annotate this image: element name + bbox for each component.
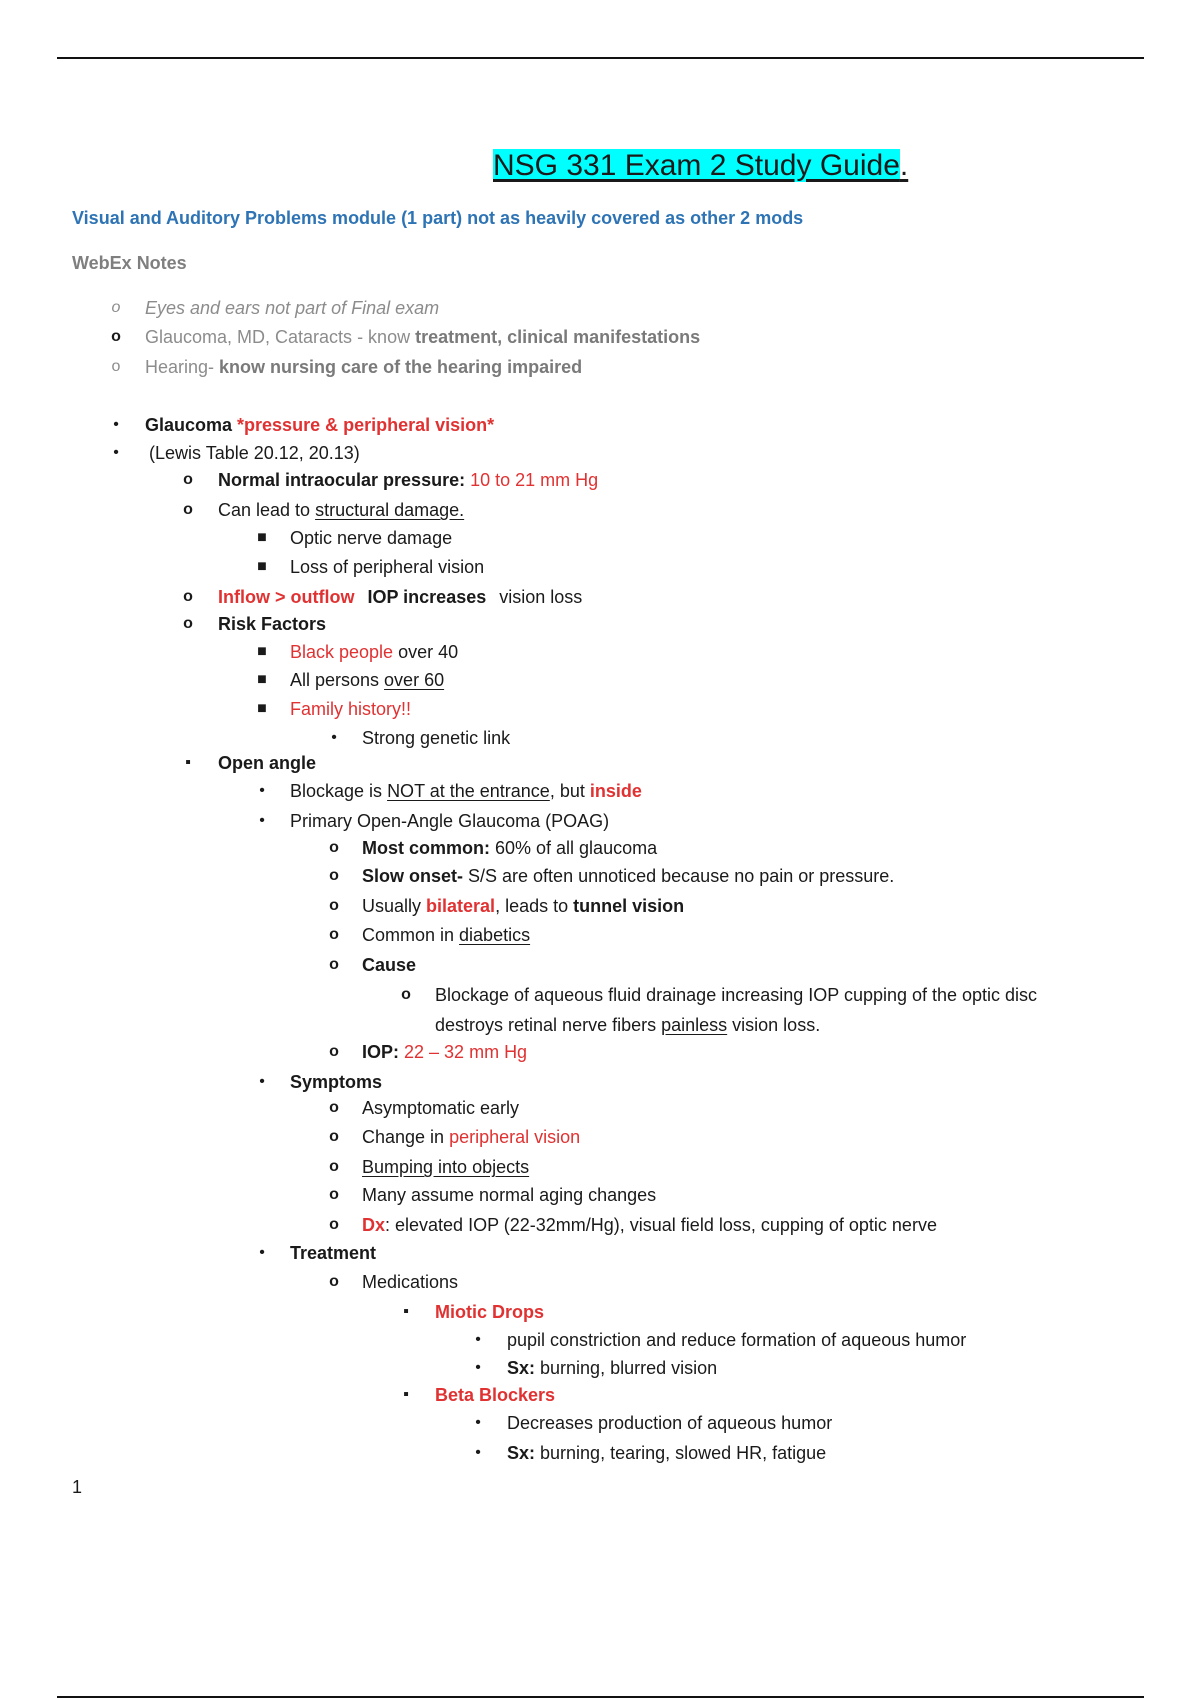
treatment-heading: Treatment [290,1243,377,1263]
circle-bullet-icon: o [183,501,193,518]
bullet-icon: • [259,812,265,829]
bullet-icon: • [475,1414,481,1431]
webex-note-text: Glaucoma, MD, Cataracts - know treatment, clinical manifestations [145,327,701,347]
poag: Primary Open-Angle Glaucoma (POAG) [290,811,610,831]
bullet-icon: • [113,416,119,433]
circle-bullet-icon: o [329,926,339,943]
common-diabetics: Common in diabetics [362,925,531,945]
webex-notes-label: WebEx Notes [72,253,187,273]
optic-damage: Optic nerve damage [290,528,453,548]
header-rule [57,57,1144,59]
cause-line-2: destroys retinal nerve fibers painless vision loss. [435,1015,821,1035]
bullet-icon: • [113,444,119,461]
circle-bullet-icon: o [329,1099,339,1116]
symptom-peripheral: Change in peripheral vision [362,1127,581,1147]
circle-bullet-icon: o [329,956,339,973]
symptoms-heading: Symptoms [290,1072,383,1092]
beta-sx: Sx: burning, tearing, slowed HR, fatigue [507,1443,827,1463]
inflow-outflow: Inflow > outflow IOP increases vision loss [218,587,583,607]
circle-bullet-icon: o [329,1128,339,1145]
risk-factors: Risk Factors [218,614,327,634]
circle-bullet-icon: o [329,1216,339,1233]
small-square-bullet-icon: ▪ [403,1386,409,1403]
miotic-sx: Sx: burning, blurred vision [507,1358,718,1378]
square-bullet-icon: ■ [257,558,267,575]
genetic-link: Strong genetic link [362,728,511,748]
usually-bilateral: Usually bilateral, leads to tunnel vision [362,896,685,916]
webex-note-text: Hearing- know nursing care of the hearing impaired [145,357,583,377]
circle-bullet-icon: o [329,897,339,914]
small-square-bullet-icon: ▪ [403,1303,409,1320]
miotic-desc: pupil constriction and reduce formation of aqueous humor [507,1330,967,1350]
symptom-dx: Dx: elevated IOP (22-32mm/Hg), visual field loss, cupping of optic nerve [362,1215,937,1235]
beta-blockers: Beta Blockers [435,1385,556,1405]
glaucoma-heading: Glaucoma *pressure & peripheral vision* [145,415,495,435]
cause-line-1: Blockage of aqueous fluid drainage increasing IOP cupping of the optic disc [435,985,1038,1005]
circle-bullet-icon: o [111,328,121,345]
small-square-bullet-icon: ▪ [185,754,191,771]
bullet-icon: • [259,782,265,799]
symptom-bumping: Bumping into objects [362,1157,530,1177]
most-common: Most common: 60% of all glaucoma [362,838,658,858]
page-title: NSG 331 Exam 2 Study Guide. [493,149,909,182]
webex-note-text: Eyes and ears not part of Final exam [145,298,440,318]
open-angle-iop: IOP: 22 – 32 mm Hg [362,1042,528,1062]
circle-bullet-icon: o [329,867,339,884]
normal-iop: Normal intraocular pressure: 10 to 21 mm Hg [218,470,599,490]
circle-bullet-icon: o [183,615,193,632]
bullet-icon: • [259,1244,265,1261]
square-bullet-icon: ■ [257,700,267,717]
circle-bullet-icon: o [329,839,339,856]
can-lead: Can lead to structural damage. [218,500,465,520]
module-heading: Visual and Auditory Problems module (1 part) not as heavily covered as other 2 mods [72,208,804,228]
circle-bullet-icon: o [329,1043,339,1060]
miotic-drops: Miotic Drops [435,1302,545,1322]
bullet-icon: • [475,1444,481,1461]
risk-black: Black people over 40 [290,642,459,662]
loss-peripheral: Loss of peripheral vision [290,557,485,577]
page-number: 1 [72,1477,83,1497]
circle-bullet-icon: o [111,299,121,316]
symptom-asymptomatic: Asymptomatic early [362,1098,520,1118]
risk-all: All persons over 60 [290,670,445,690]
bullet-icon: • [331,729,337,746]
symptom-aging: Many assume normal aging changes [362,1185,657,1205]
circle-bullet-icon: o [183,471,193,488]
square-bullet-icon: ■ [257,529,267,546]
circle-bullet-icon: o [329,1186,339,1203]
lewis-reference: (Lewis Table 20.12, 20.13) [149,443,360,463]
blockage-note: Blockage is NOT at the entrance, but inside [290,781,642,801]
footer-rule [57,1696,1144,1698]
open-angle-heading: Open angle [218,753,317,773]
square-bullet-icon: ■ [257,643,267,660]
bullet-icon: • [475,1331,481,1348]
circle-bullet-icon: o [111,358,121,375]
medications: Medications [362,1272,459,1292]
circle-bullet-icon: o [329,1273,339,1290]
risk-family: Family history!! [290,699,412,719]
circle-bullet-icon: o [329,1158,339,1175]
cause-heading: Cause [362,955,417,975]
circle-bullet-icon: o [401,986,411,1003]
circle-bullet-icon: o [183,588,193,605]
square-bullet-icon: ■ [257,671,267,688]
bullet-icon: • [475,1359,481,1376]
beta-desc: Decreases production of aqueous humor [507,1413,833,1433]
bullet-icon: • [259,1073,265,1090]
slow-onset: Slow onset- S/S are often unnoticed because no pain or pressure. [362,866,895,886]
